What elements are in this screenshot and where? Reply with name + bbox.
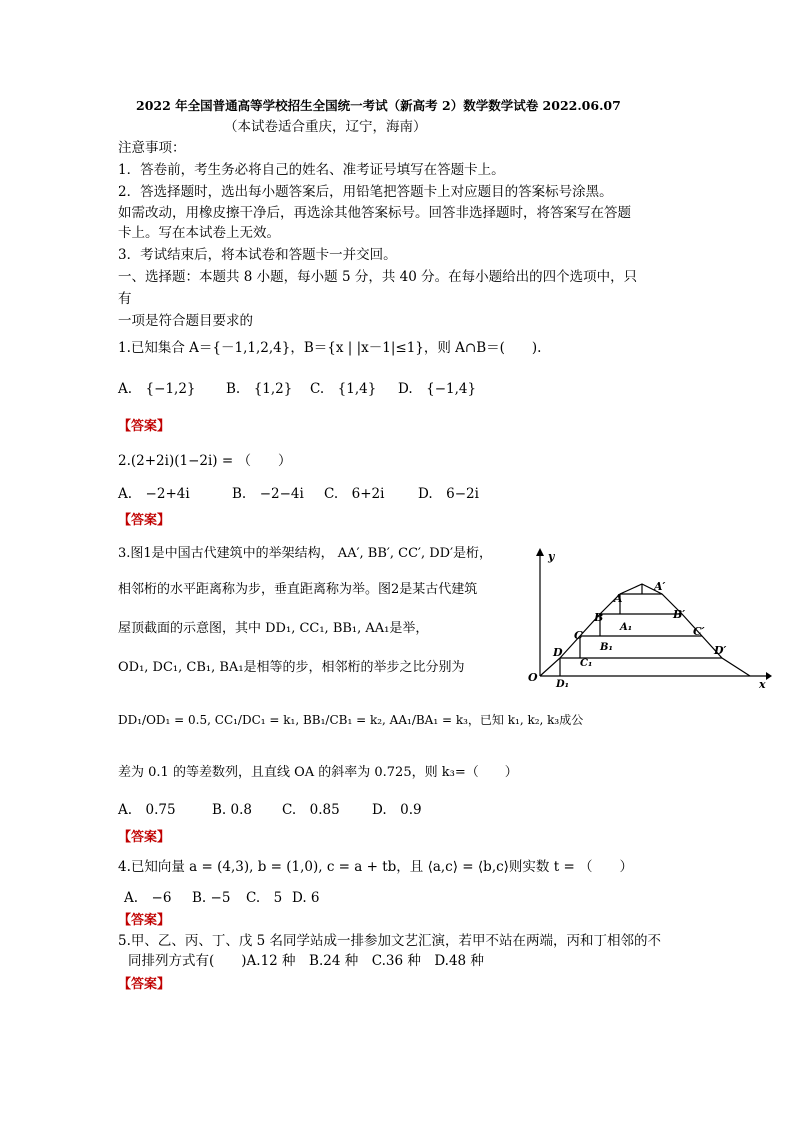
label-x: x (759, 678, 766, 690)
label-d-prime: D′ (714, 644, 727, 657)
answer-label: 【答案】 (118, 513, 171, 528)
label-d1: D₁ (556, 679, 570, 690)
roof-section-figure (518, 548, 774, 690)
answer-label: 【答案】 (118, 419, 171, 434)
question-3-line: 相邻桁的水平距离称为步，垂直距离称为举。图2是某古代建筑 (118, 582, 478, 597)
answer-label: 【答案】 (118, 913, 171, 928)
question-3-line: 差为 0.1 的等差数列，且直线 OA 的斜率为 0.725，则 k₃=（ ） (118, 765, 518, 780)
question-3-line: OD₁, DC₁, CB₁, BA₁是相等的步，相邻桁的举步之比分别为 (118, 660, 465, 675)
label-b-prime: B′ (673, 608, 686, 621)
question-2-option-c: C. 6+2i (324, 486, 385, 502)
question-4-stem: 4.已知向量 a = (4,3), b = (1,0), c = a + tb，且 ⟨a,c⟩ = ⟨b,c⟩则实数 t = （ ） (118, 859, 634, 875)
question-4-option-b: B. −5 (192, 890, 231, 906)
answer-label: 【答案】 (118, 977, 171, 992)
answer-label: 【答案】 (118, 830, 171, 845)
question-2-option-b: B. −2−4i (232, 486, 304, 502)
question-2-option-a: A. −2+4i (118, 486, 190, 502)
label-c-prime: C′ (693, 625, 705, 638)
label-b: B (594, 611, 604, 624)
notice-item: 3．考试结束后，将本试卷和答题卡一并交回。 (118, 247, 397, 263)
notice-heading: 注意事项： (118, 140, 186, 156)
question-1-option-d: D. {−1,4} (398, 381, 477, 397)
notice-item: 2．答选择题时，选出每小题答案后，用铅笔把答题卡上对应题目的答案标号涂黑。 (118, 184, 613, 200)
question-3-line: DD₁/OD₁ = 0.5, CC₁/DC₁ = k₁, BB₁/CB₁ = k₂, AA₁/BA₁ = k₃，已知 k₁, k₂, k₃成公 (118, 713, 584, 727)
y-arrow-icon (536, 548, 544, 556)
question-3-option-c: C. 0.85 (282, 802, 340, 818)
notice-item: 卡上。写在本试卷上无效。 (118, 225, 280, 241)
question-4-option-c: C. 5 (246, 890, 283, 906)
question-5-line: 同排列方式有( )A.12 种 B.24 种 C.36 种 D.48 种 (128, 953, 484, 969)
label-d: D (553, 646, 563, 659)
notice-item: 如需改动，用橡皮擦干净后，再选涂其他答案标号。回答非选择题时，将答案写在答题 (118, 205, 631, 221)
label-o: O (528, 671, 538, 684)
label-y: y (548, 550, 555, 563)
question-1-option-a: A. {−1,2} (118, 381, 196, 397)
question-3-option-d: D. 0.9 (372, 802, 422, 818)
exam-subtitle: （本试卷适合重庆，辽宁，海南） (224, 119, 427, 135)
question-4-option-d: D. 6 (292, 890, 320, 906)
label-c1: C₁ (580, 658, 593, 669)
question-1-stem: 1.已知集合 A＝{－1,1,2,4}，B＝{x | |x－1|≤1}，则 A∩B＝( ). (118, 340, 542, 356)
question-1-option-b: B. {1,2} (226, 381, 293, 397)
section-heading-cont: 有 (118, 291, 132, 307)
x-arrow-icon (766, 672, 772, 680)
question-3-option-a: A. 0.75 (118, 802, 176, 818)
exam-title: 2022 年全国普通高等学校招生全国统一考试（新高考 2）数学数学试卷 2022.06.07 (136, 98, 621, 113)
section-heading: 一、选择题：本题共 8 小题，每小题 5 分，共 40 分。在每小题给出的四个选项中，只 (118, 269, 638, 285)
question-3-option-b: B. 0.8 (212, 802, 252, 818)
section-heading-cont: 一项是符合题目要求的 (118, 313, 253, 329)
question-4-option-a: A. −6 (124, 890, 172, 906)
question-3-line: 3.图1是中国古代建筑中的举架结构， AA′, BB′, CC′, DD′是桁， (118, 546, 493, 561)
label-b1: B₁ (600, 642, 613, 653)
question-2-option-d: D. 6−2i (418, 486, 479, 502)
roof-outline (540, 584, 750, 676)
label-c: C (574, 629, 583, 642)
question-3-line: 屋顶截面的示意图，其中 DD₁, CC₁, BB₁, AA₁是举， (118, 621, 429, 636)
label-a-prime: A′ (654, 580, 666, 593)
notice-item: 1．答卷前，考生务必将自己的姓名、准考证号填写在答题卡上。 (118, 162, 505, 178)
label-a1: A₁ (620, 622, 633, 633)
question-2-stem: 2.(2+2i)(1−2i) = （ ） (118, 453, 292, 469)
label-a: A (614, 592, 623, 605)
question-1-option-c: C. {1,4} (310, 381, 377, 397)
question-5-line: 5.甲、乙、丙、丁、戊 5 名同学站成一排参加文艺汇演，若甲不站在两端，丙和丁相邻的不 (118, 933, 662, 949)
